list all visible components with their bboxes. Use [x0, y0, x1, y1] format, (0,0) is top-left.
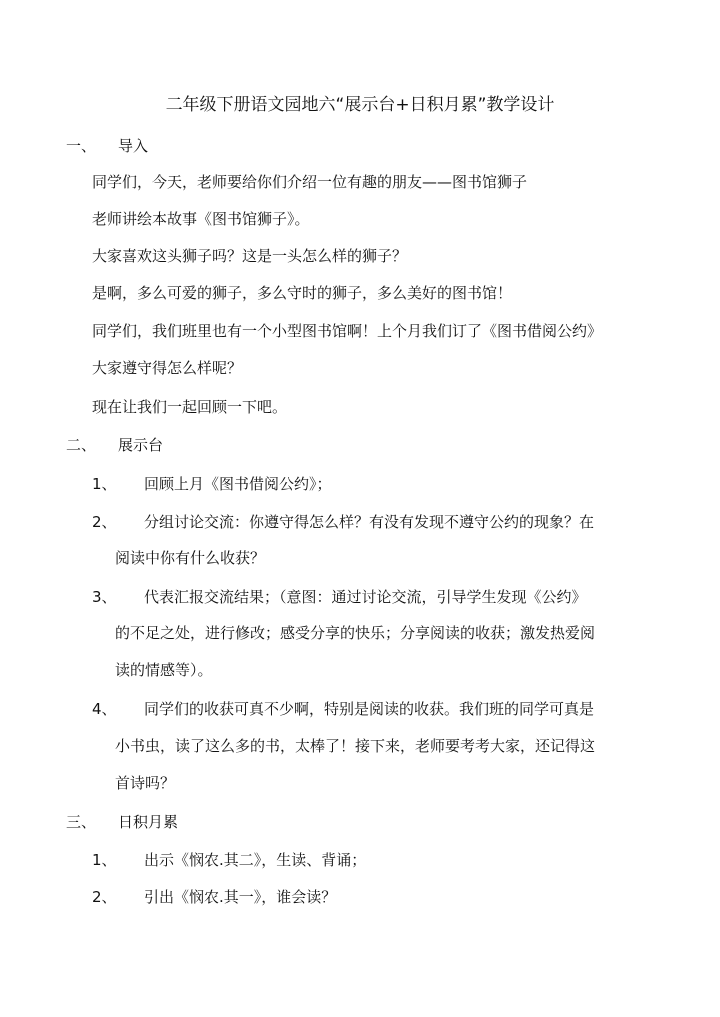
list-item-text: 读的情感等）。	[115, 661, 213, 679]
paragraph: 大家喜欢这头狮子吗？这是一头怎么样的狮子？	[92, 247, 408, 265]
list-item-number: 2、	[92, 513, 117, 531]
document-title: 二年级下册语文园地六“展示台+日积月累”教学设计	[165, 95, 555, 115]
list-item-text: 分组讨论交流：你遵守得怎么样？有没有发现不遵守公约的现象？在	[144, 513, 595, 531]
section-number: 一、	[66, 137, 97, 155]
list-item-text: 小书虫，读了这么多的书，太棒了！接下来，老师要考考大家，还记得这	[115, 737, 596, 755]
section-number: 二、	[66, 436, 97, 454]
section-heading: 日积月累	[118, 813, 179, 831]
section-heading: 导入	[118, 137, 149, 155]
section-number: 三、	[66, 813, 97, 831]
list-item-text: 出示《悯农.其二》，生读、背诵；	[144, 851, 367, 869]
section-heading: 展示台	[118, 436, 164, 454]
list-item-text: 代表汇报交流结果；（意图：通过讨论交流，引导学生发现《公约》	[144, 588, 587, 606]
list-item-text: 首诗吗？	[115, 774, 176, 792]
paragraph: 老师讲绘本故事《图书馆狮子》。	[92, 210, 310, 228]
paragraph: 同学们，今天，老师要给你们介绍一位有趣的朋友——图书馆狮子	[92, 173, 528, 191]
list-item-number: 3、	[92, 588, 117, 606]
list-item-text: 阅读中你有什么收获？	[115, 549, 266, 567]
list-item-number: 2、	[92, 888, 117, 906]
paragraph: 现在让我们一起回顾一下吧。	[92, 398, 288, 416]
list-item-text: 同学们的收获可真不少啊，特别是阅读的收获。我们班的同学可真是	[144, 700, 595, 718]
list-item-text: 回顾上月《图书借阅公约》；	[144, 475, 332, 493]
list-item-number: 4、	[92, 700, 117, 718]
list-item-text: 引出《悯农.其一》，谁会读？	[144, 888, 337, 906]
paragraph: 大家遵守得怎么样呢？	[92, 359, 243, 377]
paragraph: 同学们，我们班里也有一个小型图书馆啊！上个月我们订了《图书借阅公约》	[92, 322, 603, 340]
paragraph: 是啊，多么可爱的狮子，多么守时的狮子，多么美好的图书馆！	[92, 284, 513, 302]
list-item-number: 1、	[92, 851, 117, 869]
list-item-number: 1、	[92, 475, 117, 493]
list-item-text: 的不足之处，进行修改；感受分享的快乐；分享阅读的收获；激发热爱阅	[115, 624, 596, 642]
